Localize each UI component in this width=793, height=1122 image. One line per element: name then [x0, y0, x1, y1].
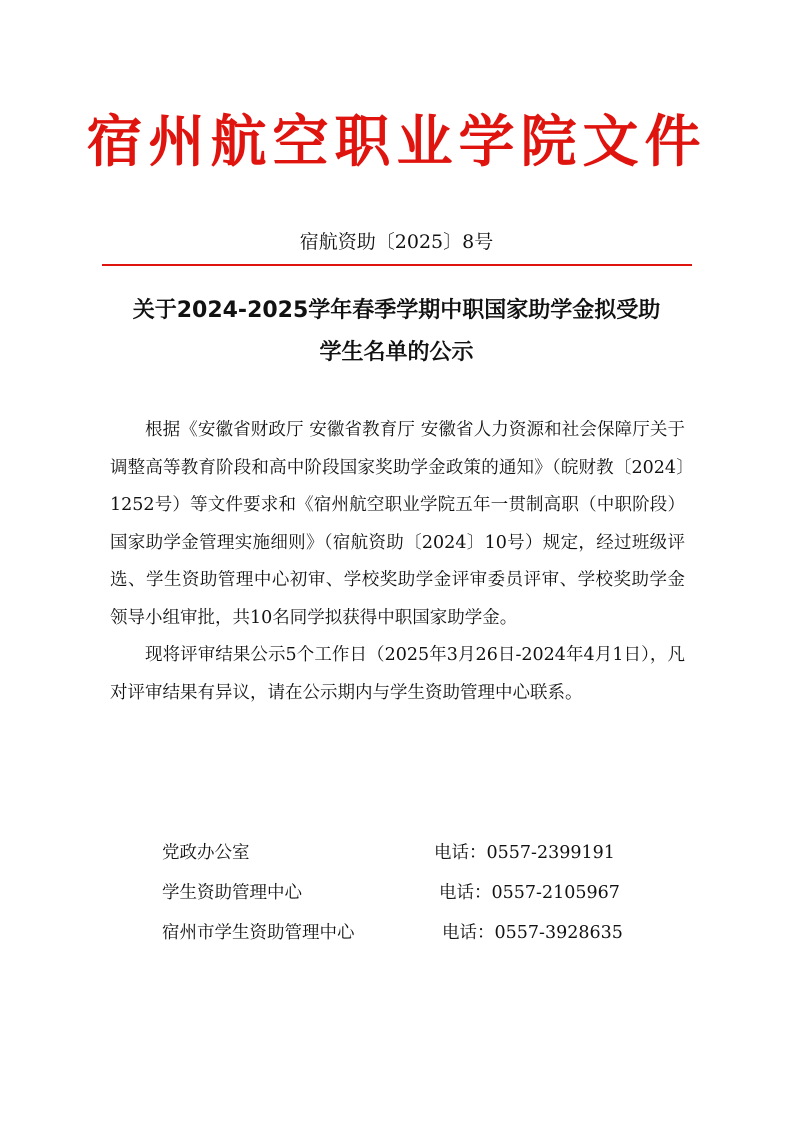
contact-row — [162, 833, 682, 873]
contact-name: 宿州市学生资助管理中心 — [162, 923, 355, 943]
body-paragraph-2: 现将评审结果公示5个工作日（2025年3月26日-2024年4月1日），凡对评审结果有异议，请在公示期内与学生资助管理中心联系。 — [110, 645, 685, 703]
contact-phone: 电话：0557-3928635 — [442, 923, 623, 943]
red-divider-line — [102, 264, 692, 266]
notice-body — [110, 412, 685, 712]
contact-row — [162, 913, 682, 953]
contact-phone: 电话：0557-2399191 — [434, 843, 615, 863]
notice-title — [100, 290, 693, 374]
document-number: 宿航资助〔2025〕8号 — [299, 231, 494, 253]
contact-name: 党政办公室 — [162, 843, 250, 863]
body-paragraph-1: 根据《安徽省财政厅 安徽省教育厅 安徽省人力资源和社会保障厅关于调整高等教育阶段和高中阶段国家奖助学金政策的通知》（皖财教〔2024〕1252号）等文件要求和《宿州航空职业学院五年一贯制高职（中职阶段）国家助学金管理实施细则》（宿航资助〔2024〕10号）规定，经过班级评选、学生资助管理中心初审、学校奖助学金评审委员评审、学校奖助学金领导小组审批，共10名同学拟获得中职国家助学金。 — [110, 420, 685, 628]
notice-title-line-1: 关于2024-2025学年春季学期中职国家助学金拟受助 — [132, 298, 661, 323]
notice-title-line-2: 学生名单的公示 — [319, 340, 474, 365]
contact-name: 学生资助管理中心 — [162, 883, 302, 903]
org-masthead-title: 宿州航空职业学院文件 — [86, 110, 707, 175]
contact-row — [162, 873, 682, 913]
contact-phone: 电话：0557-2105967 — [439, 883, 620, 903]
contact-list — [162, 833, 682, 953]
